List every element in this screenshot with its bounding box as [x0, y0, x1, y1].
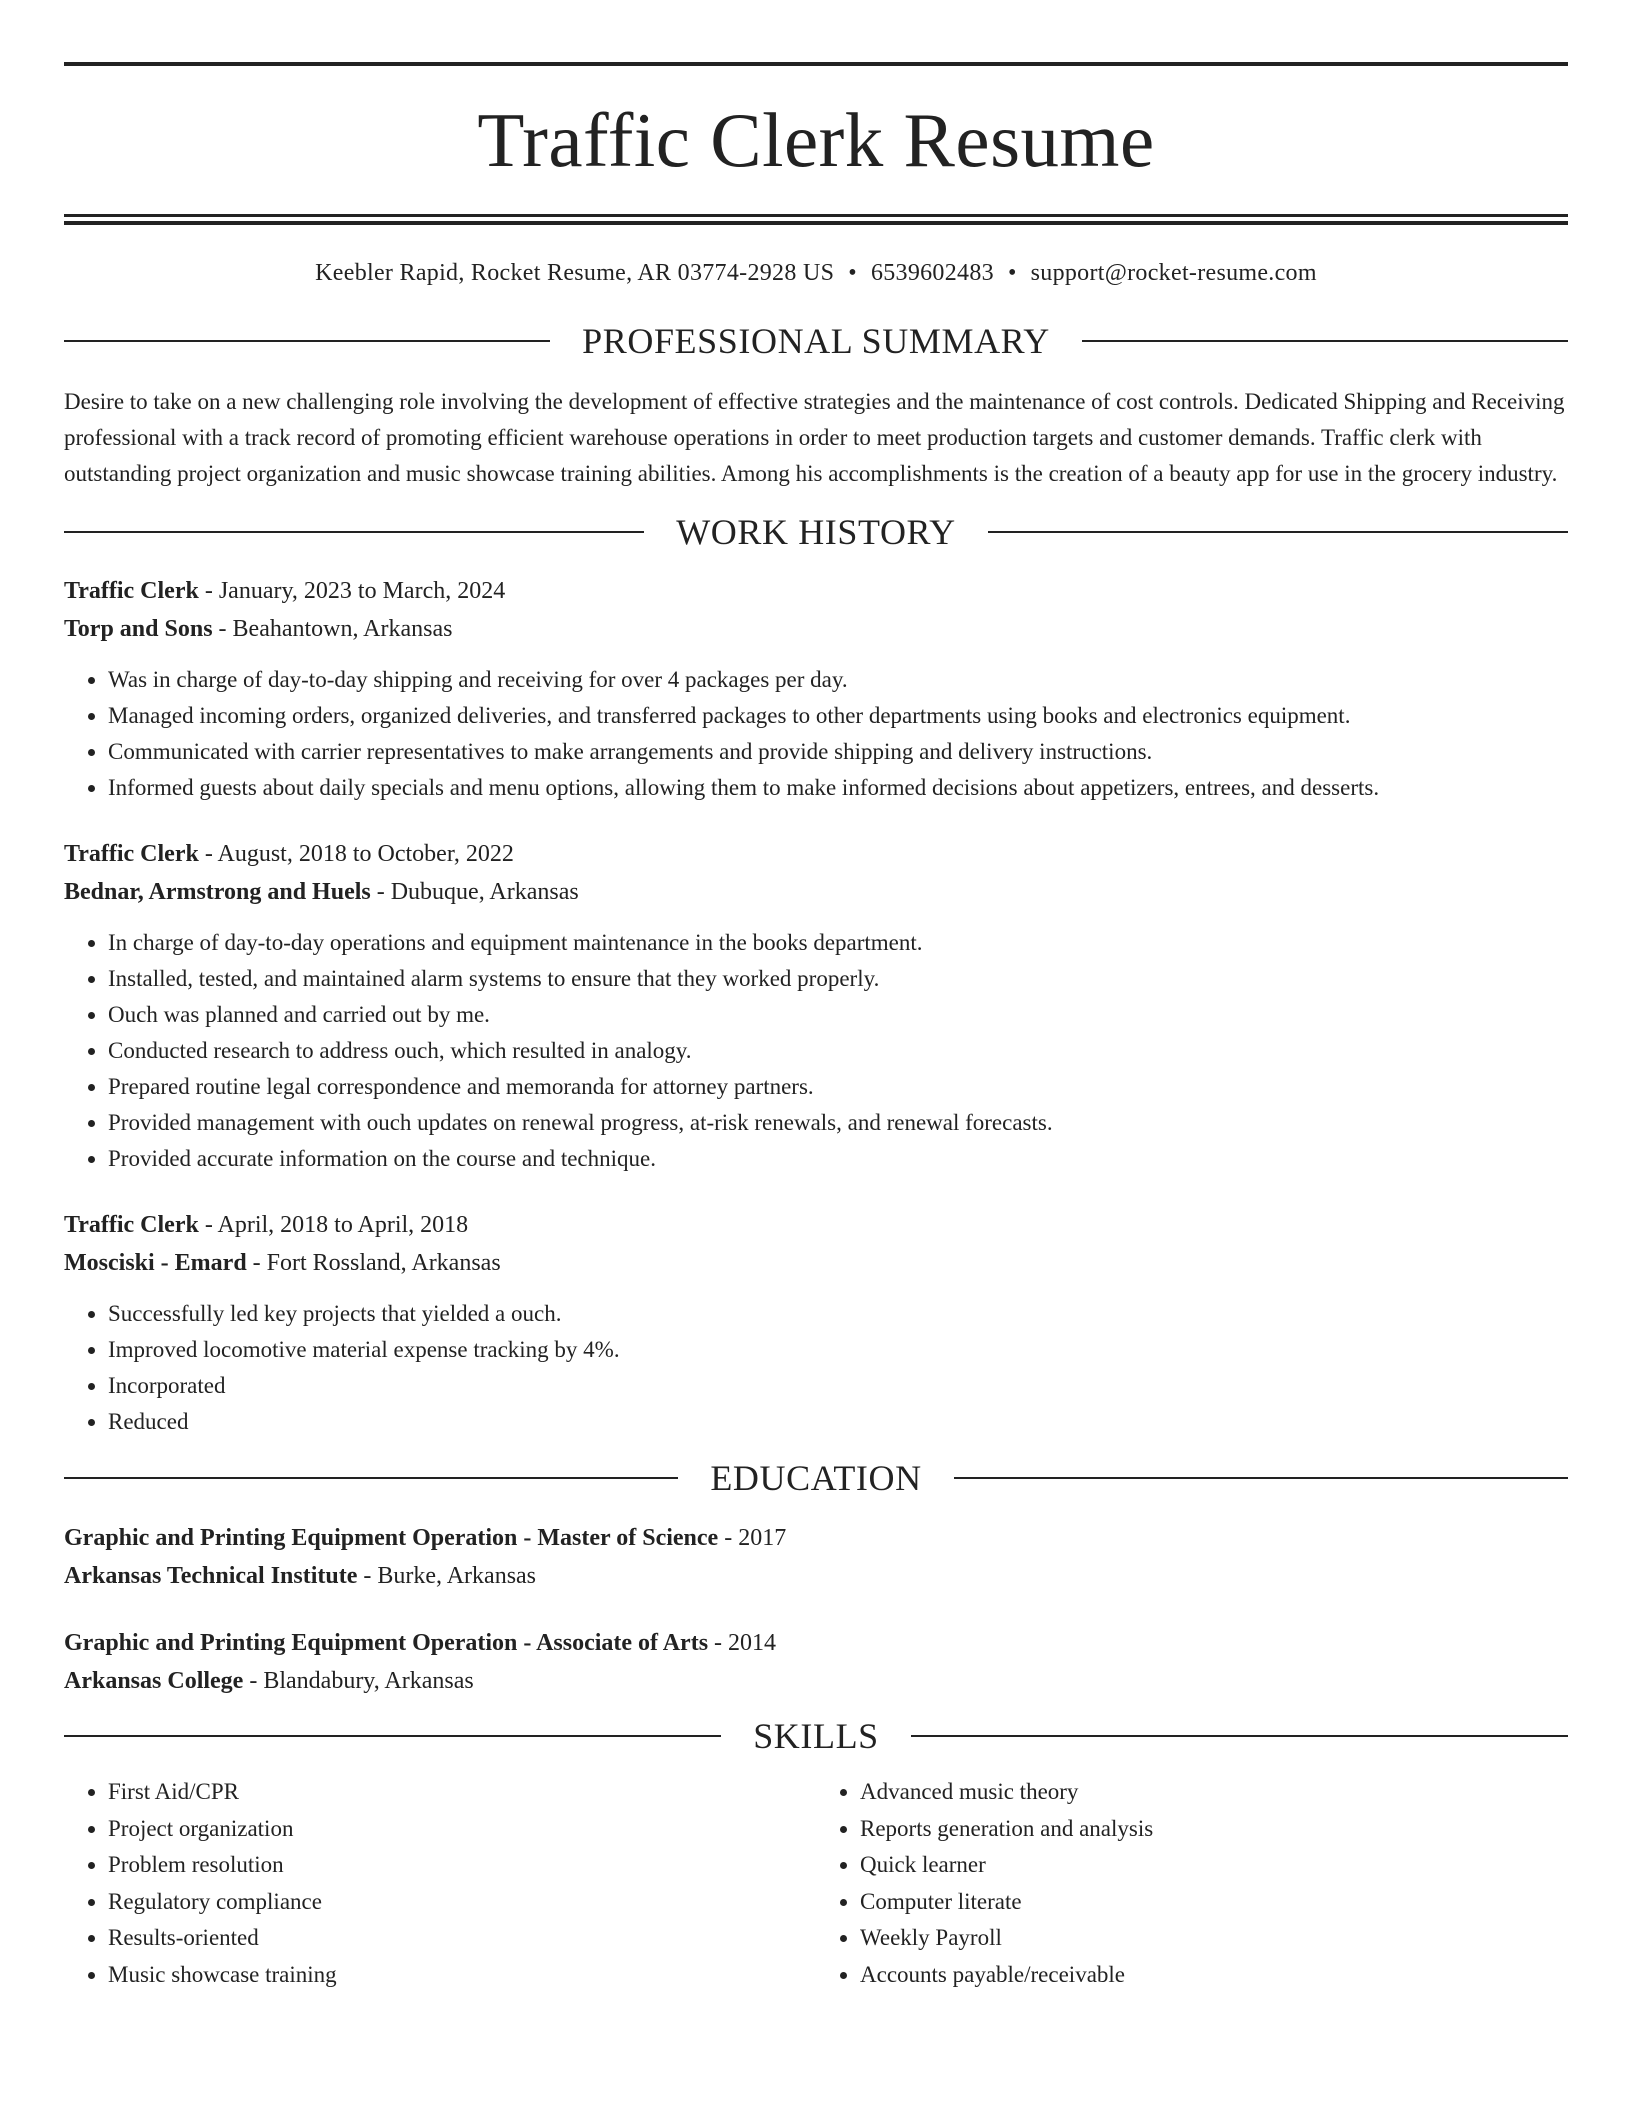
heading-rule-right — [988, 531, 1568, 533]
skill-item: • Reports generation and analysis — [860, 1811, 1568, 1848]
job-dates: - April, 2018 to April, 2018 — [198, 1212, 469, 1238]
skill-item: • Accounts payable/receivable — [860, 1957, 1568, 1994]
job-title-line — [64, 572, 1568, 610]
education-year: - 2017 — [718, 1525, 787, 1551]
section-heading-summary — [64, 323, 1568, 359]
contact-line — [64, 261, 1568, 285]
skill-item: • Computer literate — [860, 1884, 1568, 1921]
job-entry — [64, 1206, 1568, 1440]
job-company: Torp and Sons — [64, 616, 213, 642]
section-heading-work — [64, 514, 1568, 550]
job-title-line — [64, 835, 1568, 873]
contact-separator: • — [848, 260, 857, 286]
job-bullet: • Provided management with ouch updates on renewal progress, at-risk renewals, and renewal forecasts. — [108, 1105, 1568, 1141]
section-title: SKILLS — [753, 1716, 879, 1756]
heading-rule-left — [64, 1735, 721, 1737]
skill-item: • Project organization — [108, 1811, 816, 1848]
section-title: PROFESSIONAL SUMMARY — [582, 321, 1050, 361]
education-location: - Burke, Arkansas — [357, 1563, 537, 1589]
job-company: Mosciski - Emard — [64, 1250, 247, 1276]
job-location: - Fort Rossland, Arkansas — [246, 1250, 501, 1276]
contact-separator: • — [1007, 260, 1017, 286]
job-bullet: • Incorporated — [108, 1368, 1568, 1404]
heading-rule-left — [64, 340, 550, 342]
job-bullet: • Conducted research to address ouch, which resulted in analogy. — [108, 1033, 1568, 1069]
education-degree: Graphic and Printing Equipment Operation - Master of Science — [64, 1525, 719, 1551]
job-company-line — [64, 610, 1568, 648]
skill-item: • Weekly Payroll — [860, 1920, 1568, 1957]
heading-rule-left — [64, 1477, 678, 1479]
top-rule — [64, 62, 1568, 66]
job-bullets — [64, 1296, 1568, 1440]
skill-item: • Quick learner — [860, 1847, 1568, 1884]
contact-phone: 6539602483 — [870, 260, 994, 286]
education-degree: Graphic and Printing Equipment Operation - Associate of Arts — [64, 1630, 709, 1656]
contact-email: support@rocket-resume.com — [1030, 260, 1317, 286]
job-company: Bednar, Armstrong and Huels — [64, 879, 371, 905]
education-school: Arkansas Technical Institute — [64, 1563, 358, 1589]
job-entry — [64, 572, 1568, 806]
skill-item: • Advanced music theory — [860, 1774, 1568, 1811]
job-bullets — [64, 662, 1568, 806]
job-title: Traffic Clerk — [64, 841, 199, 867]
job-bullet: • Managed incoming orders, organized deliveries, and transferred packages to other departments using books and electronics equipment. — [108, 698, 1568, 734]
job-company-line — [64, 873, 1568, 911]
section-title: EDUCATION — [710, 1458, 922, 1498]
job-dates: - August, 2018 to October, 2022 — [198, 841, 514, 867]
skills-list-left — [64, 1774, 816, 1993]
resume-title: Traffic Clerk Resume — [477, 97, 1155, 183]
job-bullet: • Prepared routine legal correspondence and memoranda for attorney partners. — [108, 1069, 1568, 1105]
education-entry — [64, 1519, 1568, 1595]
job-company-line — [64, 1244, 1568, 1282]
job-bullet: • Successfully led key projects that yielded a ouch. — [108, 1296, 1568, 1332]
title-double-rule — [64, 214, 1568, 225]
education-entry — [64, 1624, 1568, 1700]
summary-text: Desire to take on a new challenging role involving the development of effective strategies and the maintenance of cost controls. Dedicated Shipping and Receiving professional with a track record of promoting efficient warehouse operations in order to meet production targets and customer demands. Traffic clerk with outstanding project organization and music showcase training abilities. Among his accomplishments is the creation of a beauty app for use in the grocery industry. — [64, 389, 1565, 486]
job-location: - Dubuque, Arkansas — [370, 879, 579, 905]
job-dates: - January, 2023 to March, 2024 — [198, 578, 506, 604]
contact-address: Keebler Rapid, Rocket Resume, AR 03774-2928 US — [315, 260, 835, 286]
education-year: - 2014 — [708, 1630, 777, 1656]
heading-rule-left — [64, 531, 644, 533]
job-bullet: • In charge of day-to-day operations and equipment maintenance in the books department. — [108, 925, 1568, 961]
job-bullet: • Communicated with carrier representatives to make arrangements and provide shipping and delivery instructions. — [108, 734, 1568, 770]
job-bullet: • Informed guests about daily specials and menu options, allowing them to make informed decisions about appetizers, entrees, and desserts. — [108, 770, 1568, 806]
education-degree-line — [64, 1624, 1568, 1662]
job-bullet: • Improved locomotive material expense tracking by 4%. — [108, 1332, 1568, 1368]
section-title: WORK HISTORY — [676, 512, 956, 552]
skill-item: • Music showcase training — [108, 1957, 816, 1994]
job-bullet: • Provided accurate information on the course and technique. — [108, 1141, 1568, 1177]
heading-rule-right — [1082, 340, 1568, 342]
skill-item: • First Aid/CPR — [108, 1774, 816, 1811]
job-bullet: • Reduced — [108, 1404, 1568, 1440]
job-title-line — [64, 1206, 1568, 1244]
skills-columns — [64, 1774, 1568, 1993]
heading-rule-right — [954, 1477, 1568, 1479]
job-entry — [64, 835, 1568, 1177]
skills-list-right — [816, 1774, 1568, 1993]
job-location: - Beahantown, Arkansas — [212, 616, 453, 642]
skill-item: • Results-oriented — [108, 1920, 816, 1957]
section-heading-skills — [64, 1718, 1568, 1754]
job-bullet: • Installed, tested, and maintained alarm systems to ensure that they worked properly. — [108, 961, 1568, 997]
skill-item: • Regulatory compliance — [108, 1884, 816, 1921]
skill-item: • Problem resolution — [108, 1847, 816, 1884]
job-bullets — [64, 925, 1568, 1177]
job-bullet: • Ouch was planned and carried out by me. — [108, 997, 1568, 1033]
education-school: Arkansas College — [64, 1668, 244, 1694]
job-title: Traffic Clerk — [64, 578, 199, 604]
job-bullet: • Was in charge of day-to-day shipping and receiving for over 4 packages per day. — [108, 662, 1568, 698]
education-school-line — [64, 1662, 1568, 1700]
heading-rule-right — [911, 1735, 1568, 1737]
education-school-line — [64, 1557, 1568, 1595]
section-heading-education — [64, 1460, 1568, 1496]
education-degree-line — [64, 1519, 1568, 1557]
job-title: Traffic Clerk — [64, 1212, 199, 1238]
education-location: - Blandabury, Arkansas — [243, 1668, 474, 1694]
